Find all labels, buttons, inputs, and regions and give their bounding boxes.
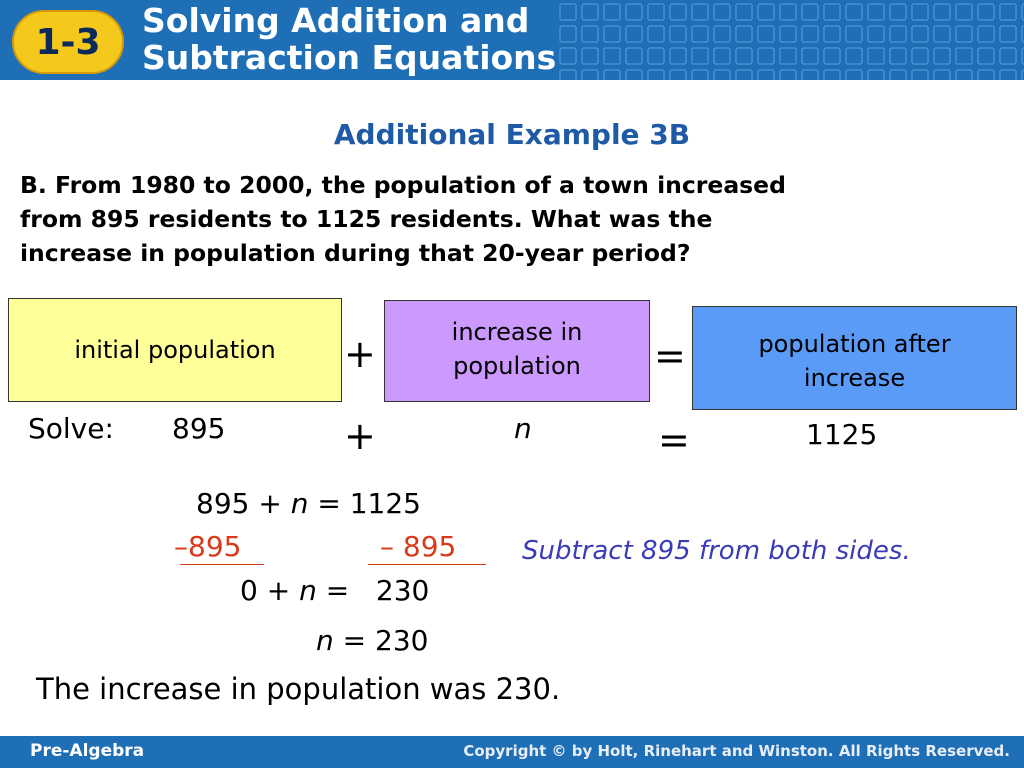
subtract-left-underline — [180, 564, 264, 565]
subtract-note: Subtract 895 from both sides. — [522, 536, 911, 566]
subtract-right-underline — [368, 564, 486, 565]
course-name: Pre-Algebra — [30, 741, 145, 761]
population-after-box: population after increase — [692, 306, 1017, 410]
problem-statement: B. From 1980 to 2000, the population of a town increased from 895 residents to 1125 residents. What was the increase in population during that 20-year period? — [20, 171, 786, 267]
slide-footer — [0, 736, 1024, 768]
initial-population-box: initial population — [8, 298, 342, 402]
solve-equals-sign: = — [658, 418, 690, 462]
conclusion-text: The increase in population was 230. — [36, 672, 561, 706]
equation-step-2: 0 + n = 230 — [240, 574, 430, 607]
solve-plus-sign: + — [344, 414, 376, 458]
solve-initial-value: 895 — [172, 412, 226, 445]
model-plus-sign: + — [344, 332, 376, 376]
solve-label: Solve: — [28, 412, 114, 445]
lesson-number-badge: 1-3 — [12, 10, 124, 74]
solve-final-value: 1125 — [806, 418, 878, 451]
model-equals-sign: = — [654, 334, 686, 378]
slide-header — [0, 0, 1024, 80]
equation-step-1: 895 + n = 1125 — [196, 487, 421, 520]
copyright-notice: Copyright © by Holt, Rinehart and Winston. All Rights Reserved. — [463, 742, 1010, 760]
lesson-title: Solving Addition and Subtraction Equations — [142, 1, 557, 77]
subtract-left: –895 — [174, 530, 242, 563]
subtract-right: – 895 — [380, 530, 457, 563]
equation-solution: n = 230 — [316, 624, 429, 657]
increase-population-box: increase in population — [384, 300, 650, 402]
example-title: Additional Example 3B — [333, 118, 691, 151]
solve-variable: n — [514, 412, 532, 445]
